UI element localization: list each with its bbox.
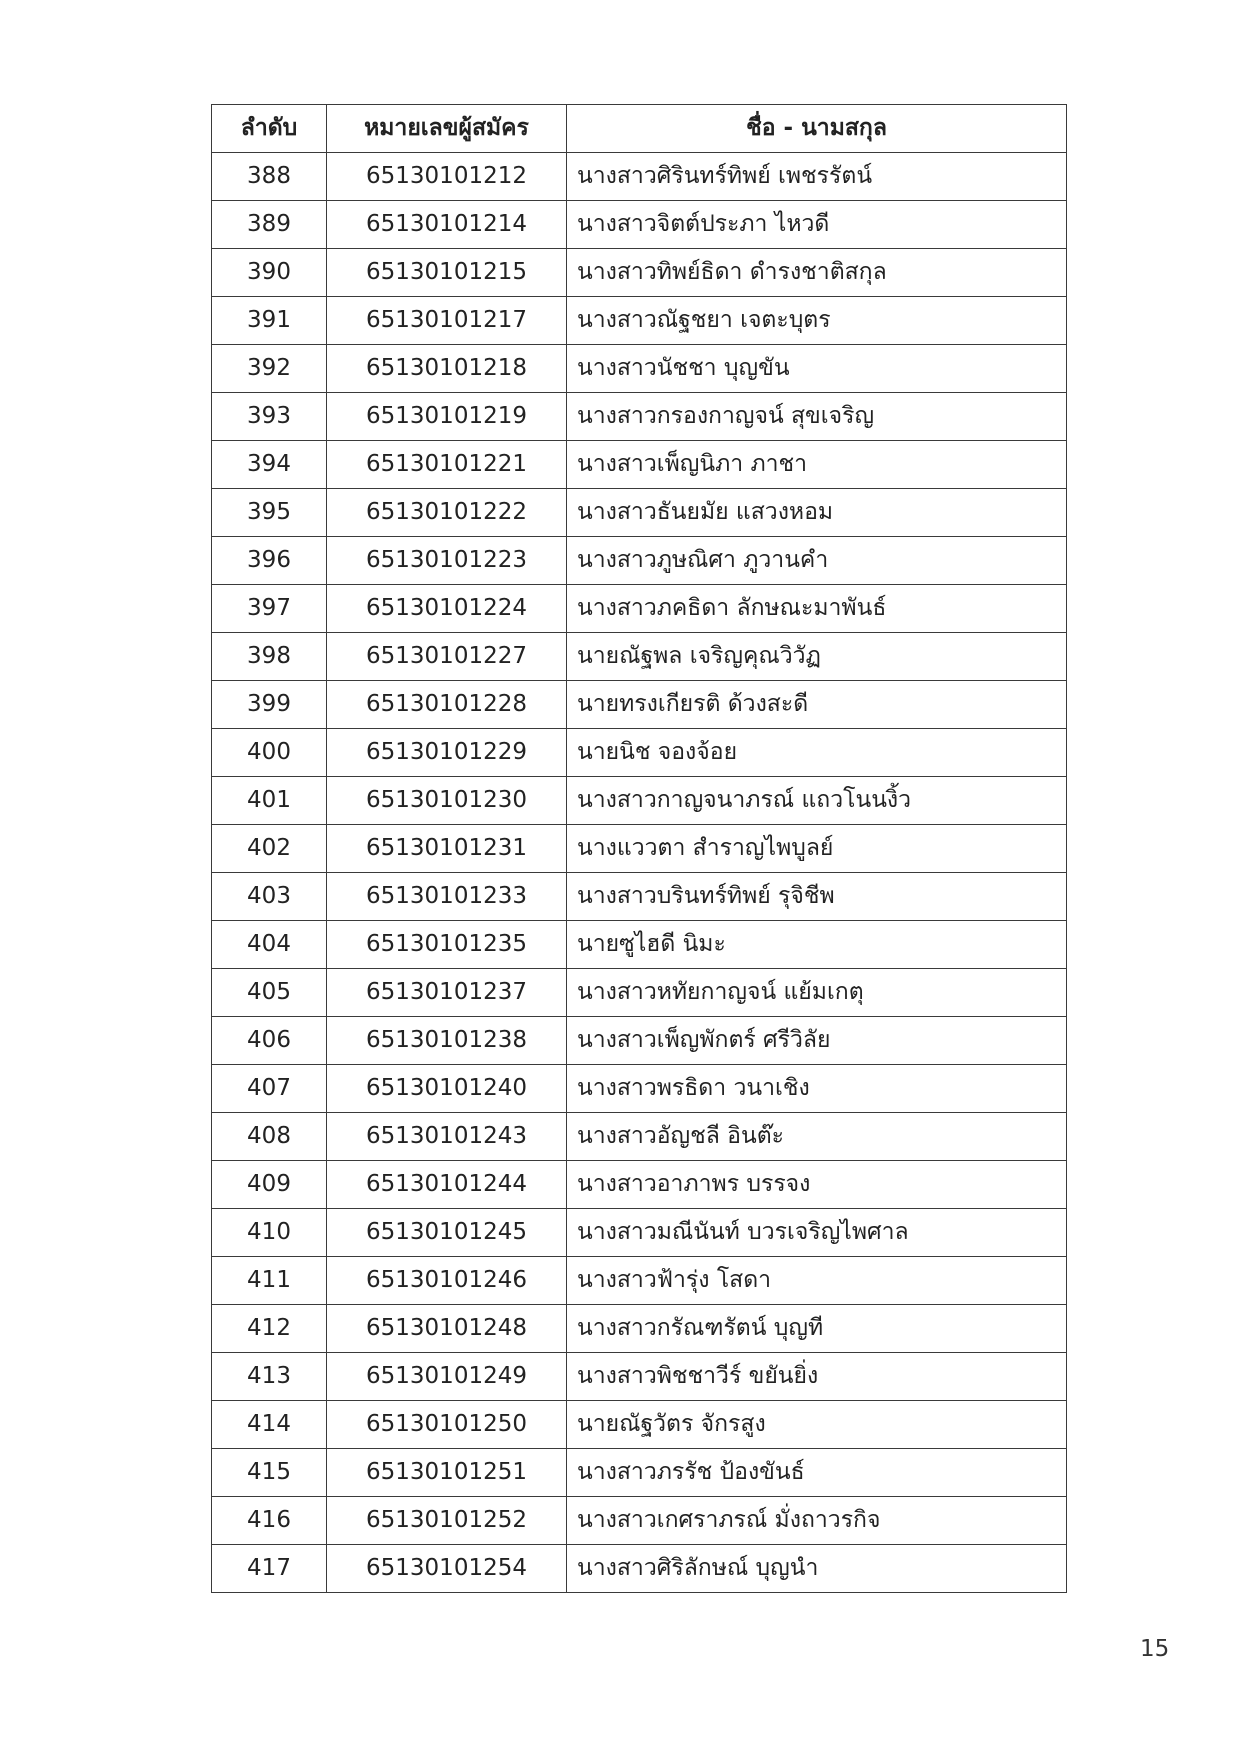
- row-applicant-id-cell: 65130101215: [327, 249, 567, 297]
- table-row: [212, 393, 1067, 441]
- row-full-name-cell: นางสาวเพ็ญนิภา ภาชา: [567, 441, 1067, 489]
- row-applicant-id-cell: 65130101237: [327, 969, 567, 1017]
- row-applicant-id-cell: 65130101223: [327, 537, 567, 585]
- row-applicant-id-cell: 65130101219: [327, 393, 567, 441]
- row-seq-cell: 412: [212, 1305, 327, 1353]
- row-seq-cell: 393: [212, 393, 327, 441]
- row-applicant-id-cell: 65130101228: [327, 681, 567, 729]
- table-row: [212, 1209, 1067, 1257]
- row-seq-cell: 408: [212, 1113, 327, 1161]
- row-seq-cell: 416: [212, 1497, 327, 1545]
- header-full-name: ชื่อ - นามสกุล: [567, 105, 1067, 153]
- table-row: [212, 777, 1067, 825]
- row-full-name-cell: นางสาวมณีนันท์ บวรเจริญไพศาล: [567, 1209, 1067, 1257]
- row-seq-cell: 406: [212, 1017, 327, 1065]
- row-full-name-cell: นางสาวพิชชาวีร์ ขยันยิ่ง: [567, 1353, 1067, 1401]
- table-row: [212, 1305, 1067, 1353]
- table-row: [212, 489, 1067, 537]
- table-row: [212, 1065, 1067, 1113]
- table-header-row: [212, 105, 1067, 153]
- row-full-name-cell: นางสาวภคธิดา ลักษณะมาพันธ์: [567, 585, 1067, 633]
- applicant-table: [211, 104, 1067, 1593]
- row-applicant-id-cell: 65130101230: [327, 777, 567, 825]
- row-full-name-cell: นางแววตา สำราญไพบูลย์: [567, 825, 1067, 873]
- row-seq-cell: 398: [212, 633, 327, 681]
- row-applicant-id-cell: 65130101244: [327, 1161, 567, 1209]
- row-applicant-id-cell: 65130101238: [327, 1017, 567, 1065]
- table-row: [212, 297, 1067, 345]
- row-full-name-cell: นางสาวศิรินทร์ทิพย์ เพชรรัตน์: [567, 153, 1067, 201]
- row-full-name-cell: นางสาวกรองกาญจน์ สุขเจริญ: [567, 393, 1067, 441]
- row-applicant-id-cell: 65130101222: [327, 489, 567, 537]
- row-applicant-id-cell: 65130101254: [327, 1545, 567, 1593]
- row-full-name-cell: นางสาวธันยมัย แสวงหอม: [567, 489, 1067, 537]
- header-seq: ลำดับ: [212, 105, 327, 153]
- row-full-name-cell: นางสาวจิตต์ประภา ไหวดี: [567, 201, 1067, 249]
- table-row: [212, 921, 1067, 969]
- row-full-name-cell: นายนิช จองจ้อย: [567, 729, 1067, 777]
- row-seq-cell: 394: [212, 441, 327, 489]
- row-applicant-id-cell: 65130101233: [327, 873, 567, 921]
- row-applicant-id-cell: 65130101235: [327, 921, 567, 969]
- header-applicant-id: หมายเลขผู้สมัคร: [327, 105, 567, 153]
- table-row: [212, 1113, 1067, 1161]
- row-seq-cell: 407: [212, 1065, 327, 1113]
- row-applicant-id-cell: 65130101251: [327, 1449, 567, 1497]
- table-row: [212, 249, 1067, 297]
- row-full-name-cell: นางสาวทิพย์ธิดา ดำรงชาติสกุล: [567, 249, 1067, 297]
- row-applicant-id-cell: 65130101229: [327, 729, 567, 777]
- row-applicant-id-cell: 65130101227: [327, 633, 567, 681]
- row-seq-cell: 415: [212, 1449, 327, 1497]
- row-full-name-cell: นางสาวศิริลักษณ์ บุญนำ: [567, 1545, 1067, 1593]
- table-row: [212, 681, 1067, 729]
- table-row: [212, 633, 1067, 681]
- row-full-name-cell: นายทรงเกียรติ ด้วงสะดี: [567, 681, 1067, 729]
- row-seq-cell: 395: [212, 489, 327, 537]
- row-full-name-cell: นางสาวพรธิดา วนาเชิง: [567, 1065, 1067, 1113]
- table-row: [212, 873, 1067, 921]
- row-applicant-id-cell: 65130101240: [327, 1065, 567, 1113]
- row-applicant-id-cell: 65130101217: [327, 297, 567, 345]
- row-seq-cell: 391: [212, 297, 327, 345]
- table-row: [212, 441, 1067, 489]
- row-applicant-id-cell: 65130101246: [327, 1257, 567, 1305]
- table-row: [212, 1449, 1067, 1497]
- row-applicant-id-cell: 65130101249: [327, 1353, 567, 1401]
- table-row: [212, 1353, 1067, 1401]
- row-seq-cell: 413: [212, 1353, 327, 1401]
- row-seq-cell: 400: [212, 729, 327, 777]
- table-row: [212, 1017, 1067, 1065]
- row-full-name-cell: นายณัฐวัตร จักรสูง: [567, 1401, 1067, 1449]
- row-full-name-cell: นางสาวอัญชลี อินต๊ะ: [567, 1113, 1067, 1161]
- row-seq-cell: 397: [212, 585, 327, 633]
- row-full-name-cell: นางสาวณัฐชยา เจตะบุตร: [567, 297, 1067, 345]
- table-row: [212, 153, 1067, 201]
- table-row: [212, 1257, 1067, 1305]
- table-row: [212, 1401, 1067, 1449]
- row-seq-cell: 388: [212, 153, 327, 201]
- row-seq-cell: 390: [212, 249, 327, 297]
- row-applicant-id-cell: 65130101214: [327, 201, 567, 249]
- row-applicant-id-cell: 65130101218: [327, 345, 567, 393]
- row-full-name-cell: นางสาวอาภาพร บรรจง: [567, 1161, 1067, 1209]
- row-full-name-cell: นางสาวภรรัช ป้องขันธ์: [567, 1449, 1067, 1497]
- row-seq-cell: 409: [212, 1161, 327, 1209]
- table-row: [212, 969, 1067, 1017]
- table-row: [212, 201, 1067, 249]
- row-seq-cell: 414: [212, 1401, 327, 1449]
- row-full-name-cell: นางสาวเกศราภรณ์ มั่งถาวรกิจ: [567, 1497, 1067, 1545]
- table-row: [212, 729, 1067, 777]
- row-full-name-cell: นางสาวภูษณิศา ภูวานคำ: [567, 537, 1067, 585]
- row-full-name-cell: นายณัฐพล เจริญคุณวิวัฏ: [567, 633, 1067, 681]
- row-seq-cell: 404: [212, 921, 327, 969]
- row-seq-cell: 405: [212, 969, 327, 1017]
- row-seq-cell: 410: [212, 1209, 327, 1257]
- row-seq-cell: 403: [212, 873, 327, 921]
- row-applicant-id-cell: 65130101231: [327, 825, 567, 873]
- row-applicant-id-cell: 65130101221: [327, 441, 567, 489]
- page-number: 15: [1140, 1636, 1170, 1662]
- row-full-name-cell: นางสาวฟ้ารุ่ง โสดา: [567, 1257, 1067, 1305]
- table-row: [212, 825, 1067, 873]
- row-applicant-id-cell: 65130101212: [327, 153, 567, 201]
- row-seq-cell: 399: [212, 681, 327, 729]
- row-full-name-cell: นายซูไฮดี นิมะ: [567, 921, 1067, 969]
- table-row: [212, 537, 1067, 585]
- row-seq-cell: 411: [212, 1257, 327, 1305]
- table-row: [212, 585, 1067, 633]
- row-seq-cell: 396: [212, 537, 327, 585]
- row-seq-cell: 392: [212, 345, 327, 393]
- row-applicant-id-cell: 65130101245: [327, 1209, 567, 1257]
- table-row: [212, 345, 1067, 393]
- table-row: [212, 1545, 1067, 1593]
- row-seq-cell: 417: [212, 1545, 327, 1593]
- row-full-name-cell: นางสาวบรินทร์ทิพย์ รุจิชีพ: [567, 873, 1067, 921]
- table-row: [212, 1497, 1067, 1545]
- table-body: [212, 153, 1067, 1593]
- row-full-name-cell: นางสาวกาญจนาภรณ์ แถวโนนงิ้ว: [567, 777, 1067, 825]
- row-applicant-id-cell: 65130101224: [327, 585, 567, 633]
- row-full-name-cell: นางสาวเพ็ญพักตร์ ศรีวิลัย: [567, 1017, 1067, 1065]
- row-full-name-cell: นางสาวนัชชา บุญขัน: [567, 345, 1067, 393]
- row-applicant-id-cell: 65130101243: [327, 1113, 567, 1161]
- row-full-name-cell: นางสาวกรัณฑรัตน์ บุญที: [567, 1305, 1067, 1353]
- row-applicant-id-cell: 65130101250: [327, 1401, 567, 1449]
- row-full-name-cell: นางสาวหทัยกาญจน์ แย้มเกตุ: [567, 969, 1067, 1017]
- table-row: [212, 1161, 1067, 1209]
- row-seq-cell: 401: [212, 777, 327, 825]
- row-applicant-id-cell: 65130101248: [327, 1305, 567, 1353]
- row-seq-cell: 389: [212, 201, 327, 249]
- row-seq-cell: 402: [212, 825, 327, 873]
- row-applicant-id-cell: 65130101252: [327, 1497, 567, 1545]
